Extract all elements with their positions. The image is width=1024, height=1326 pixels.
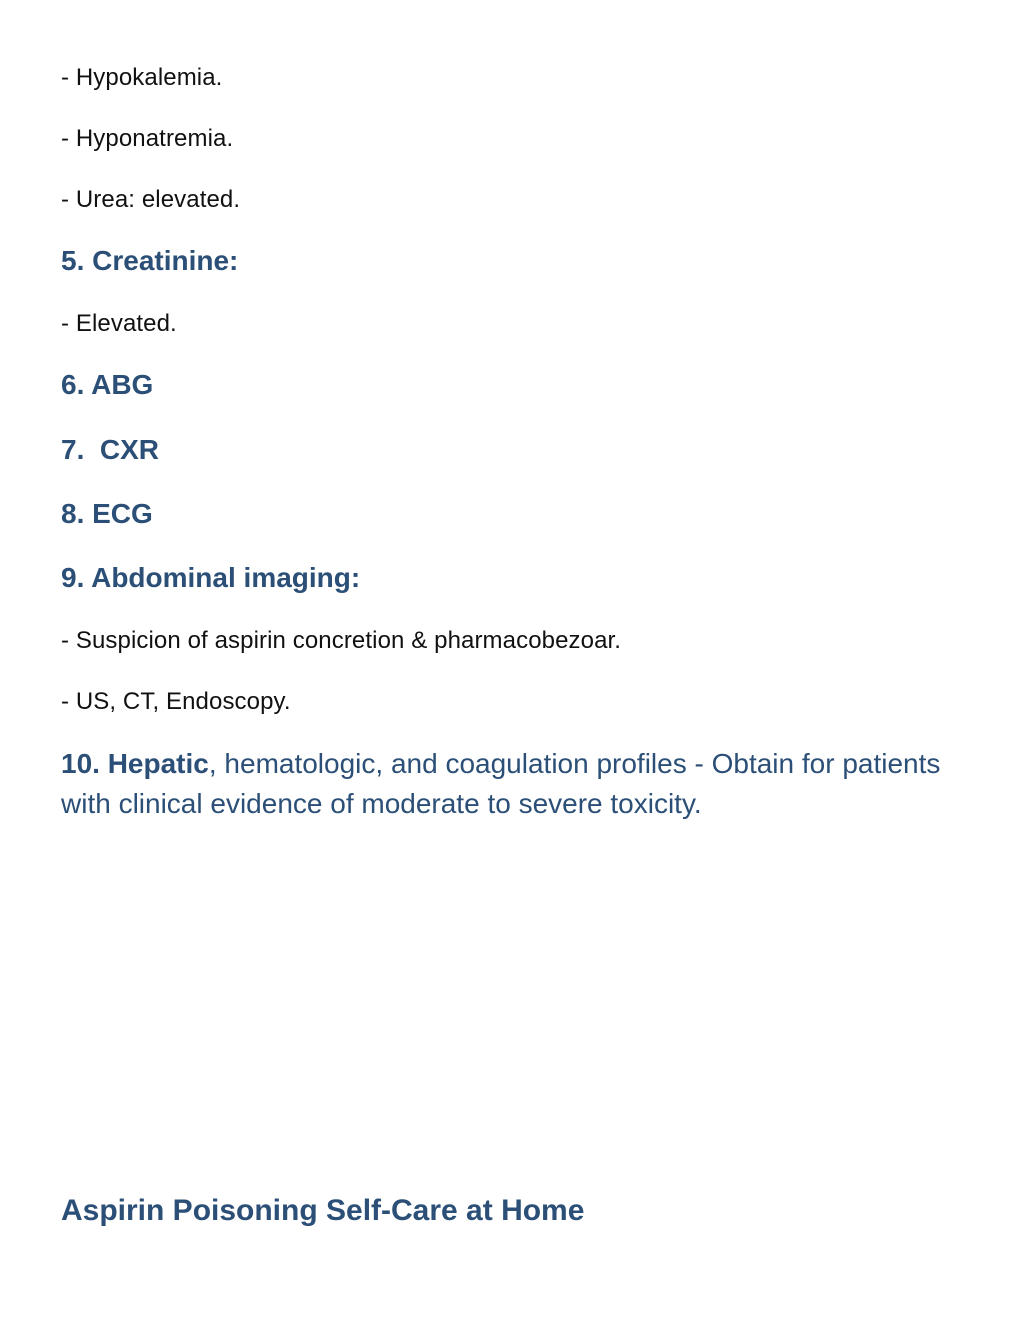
ecg-heading: 8. ECG	[61, 498, 153, 529]
imaging-point-suspicion: - Suspicion of aspirin concretion & pharmacobezoar.	[61, 627, 622, 654]
hepatic-paragraph	[61, 744, 961, 824]
abdominal-imaging-heading: 9. Abdominal imaging:	[61, 562, 361, 593]
cxr-heading: 7. CXR	[61, 434, 160, 465]
hepatic-text: , hematologic, and coagulation profiles - Obtain for patients with clinical evidence of moderate to severe toxicity.	[61, 748, 941, 819]
imaging-point-modalities: - US, CT, Endoscopy.	[61, 688, 291, 715]
hepatic-lead: 10. Hepatic	[61, 748, 209, 779]
creatinine-heading: 5. Creatinine:	[61, 245, 239, 276]
creatinine-value: - Elevated.	[61, 310, 177, 337]
abg-heading: 6. ABG	[61, 369, 154, 400]
hypokalemia-item: - Hypokalemia.	[61, 64, 223, 91]
urea-item: - Urea: elevated.	[61, 186, 241, 213]
section-title: Aspirin Poisoning Self-Care at Home	[61, 1194, 585, 1227]
hyponatremia-item: - Hyponatremia.	[61, 125, 234, 152]
